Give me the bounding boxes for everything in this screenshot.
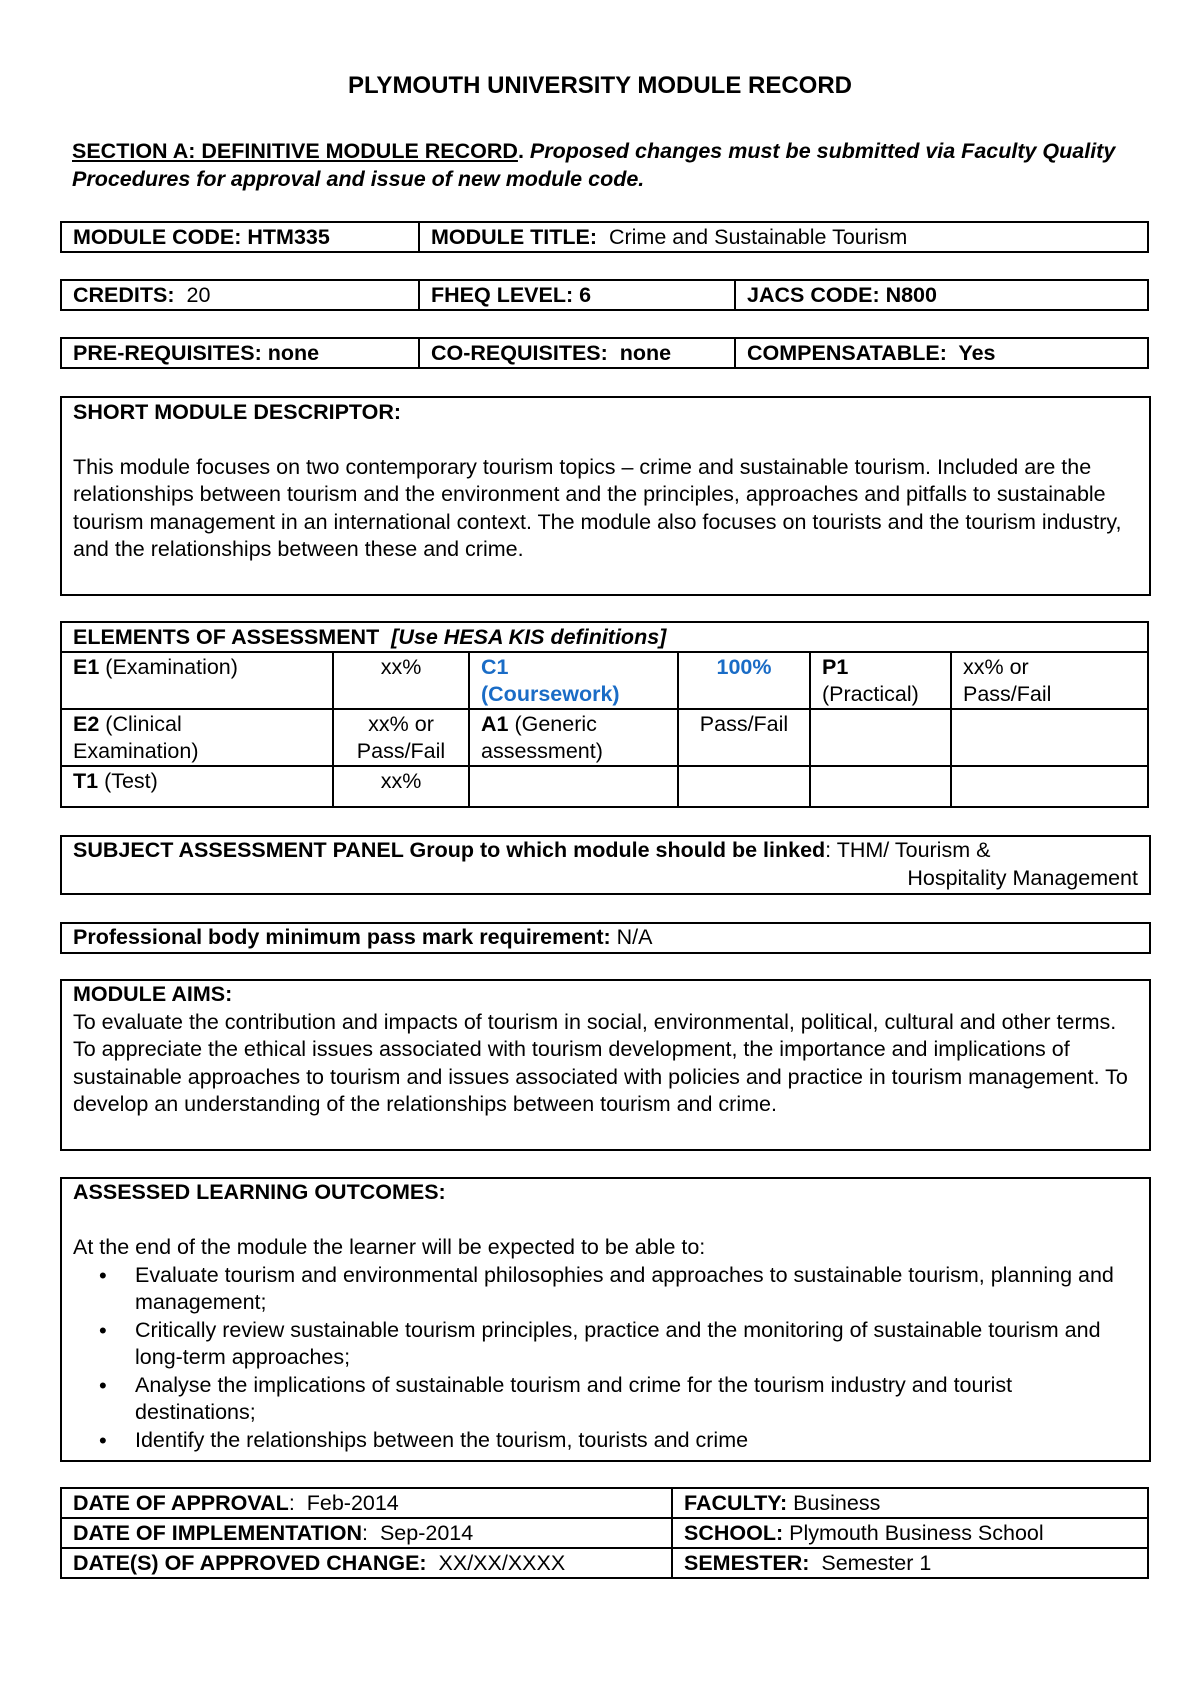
panel-value-line1: : THM/ Tourism &	[825, 838, 991, 862]
p1-desc: (Practical)	[822, 682, 919, 706]
a1-code: A1	[481, 712, 509, 736]
professional-value: N/A	[610, 925, 653, 949]
e1-desc: (Examination)	[99, 655, 238, 679]
section-a-heading	[72, 137, 1152, 193]
prerequisites: PRE-REQUISITES: none	[73, 341, 320, 365]
approval-date-cell	[61, 1488, 672, 1518]
change-label: DATE(S) OF APPROVED CHANGE:	[73, 1551, 427, 1575]
professional-body-box	[60, 922, 1151, 954]
c1-value: 100%	[716, 655, 772, 679]
short-descriptor-box	[60, 396, 1151, 596]
t1-value: xx%	[380, 769, 422, 793]
semester-value: Semester 1	[809, 1551, 932, 1575]
module-code-cell	[61, 222, 419, 252]
school-value: Plymouth Business School	[783, 1521, 1044, 1545]
t1-cell	[61, 766, 333, 807]
empty-cell	[951, 766, 1148, 807]
assessment-heading: ELEMENTS OF ASSESSMENT	[73, 625, 380, 649]
a1-value-cell	[678, 709, 810, 766]
a1-value: Pass/Fail	[699, 712, 789, 736]
prereq-cell	[61, 338, 419, 368]
outcomes-list	[73, 1262, 1138, 1455]
e1-value: xx%	[380, 655, 422, 679]
fheq-level: FHEQ LEVEL: 6	[431, 283, 592, 307]
e2-code: E2	[73, 712, 100, 736]
t1-code: T1	[73, 769, 99, 793]
approval-label: DATE OF APPROVAL	[73, 1491, 289, 1515]
semester-label: SEMESTER:	[684, 1551, 810, 1575]
descriptor-text: This module focuses on two contemporary tourism topics – crime and sustainable tourism. Included are the relationships between tourism and the environment and the principles, approaches and pitfalls to sustainable tourism management in an international context. The module also focuses on tourists and the tourism industry, and the relationships between these and crime.	[73, 454, 1122, 561]
module-title-label: MODULE TITLE:	[431, 225, 598, 249]
e2-desc-line2: Examination)	[73, 739, 199, 763]
approval-value: : Feb-2014	[288, 1491, 399, 1515]
c1-cell	[469, 652, 678, 709]
fheq-cell	[419, 280, 735, 310]
c1-code: C1	[481, 655, 509, 679]
empty-cell	[951, 709, 1148, 766]
faculty-value: Business	[787, 1491, 881, 1515]
aims-text: To evaluate the contribution and impacts of tourism in social, environmental, political, cultural and other terms. To appreciate the ethical issues associated with tourism development, the importance and implications of sustainable approaches to tourism and issues associated with policies and practice in tourism management. To develop an understanding of the relationships between tourism and crime.	[73, 1009, 1128, 1116]
t1-desc: (Test)	[98, 769, 158, 793]
c1-desc: (Coursework)	[481, 682, 620, 706]
e1-code: E1	[73, 655, 100, 679]
comp-cell	[735, 338, 1148, 368]
p1-value-line1: xx% or	[963, 655, 1029, 679]
p1-value-line2: Pass/Fail	[963, 682, 1052, 706]
panel-label: SUBJECT ASSESSMENT PANEL Group to which module should be linked	[73, 838, 826, 862]
section-a-period: .	[517, 139, 530, 163]
implementation-date-cell	[61, 1518, 672, 1548]
jacs-cell	[735, 280, 1148, 310]
assessment-panel-box	[60, 835, 1151, 895]
semester-cell	[672, 1548, 1148, 1578]
a1-desc-line1: (Generic	[508, 712, 597, 736]
p1-value-cell	[951, 652, 1148, 709]
section-a-note: Proposed changes must be submitted via Faculty Quality Procedures for approval and issue of new module code.	[72, 139, 1116, 191]
e2-desc-line1: (Clinical	[99, 712, 182, 736]
section-a-label: SECTION A: DEFINITIVE MODULE RECORD	[72, 139, 518, 163]
outcome-item: • Analyse the implications of sustainable tourism and crime for the tourism industry and tourist destinations;	[135, 1372, 1138, 1427]
descriptor-heading: SHORT MODULE DESCRIPTOR:	[73, 400, 402, 424]
e2-cell	[61, 709, 333, 766]
module-title-cell	[419, 222, 1148, 252]
assessment-heading-note: [Use HESA KIS definitions]	[391, 625, 667, 649]
corequisites: CO-REQUISITES: none	[431, 341, 672, 365]
outcome-item: • Critically review sustainable tourism principles, practice and the monitoring of sustainable tourism and long-term approaches;	[135, 1317, 1138, 1372]
aims-heading: MODULE AIMS:	[73, 982, 233, 1006]
approval-table	[60, 1487, 1149, 1579]
e1-value-cell	[333, 652, 469, 709]
change-value: XX/XX/XXXX	[426, 1551, 566, 1575]
outcomes-intro: At the end of the module the learner will be expected to be able to:	[73, 1235, 706, 1259]
empty-cell	[810, 766, 951, 807]
assessment-heading-cell	[61, 622, 1148, 652]
outcome-item: • Identify the relationships between the tourism, tourists and crime	[135, 1427, 1138, 1455]
p1-code: P1	[822, 655, 849, 679]
requisites-table	[60, 337, 1149, 369]
module-aims-box	[60, 979, 1151, 1151]
faculty-label: FACULTY:	[684, 1491, 788, 1515]
school-label: SCHOOL:	[684, 1521, 784, 1545]
empty-cell	[469, 766, 678, 807]
professional-label: Professional body minimum pass mark requirement:	[73, 925, 611, 949]
credits-table	[60, 279, 1149, 311]
coreq-cell	[419, 338, 735, 368]
t1-value-cell	[333, 766, 469, 807]
module-code: MODULE CODE: HTM335	[73, 225, 330, 249]
faculty-cell	[672, 1488, 1148, 1518]
e1-cell	[61, 652, 333, 709]
implementation-value: : Sep-2014	[362, 1521, 474, 1545]
assessment-table	[60, 621, 1149, 808]
module-code-title-table	[60, 221, 1149, 253]
p1-cell	[810, 652, 951, 709]
e2-value-cell	[333, 709, 469, 766]
outcomes-heading: ASSESSED LEARNING OUTCOMES:	[73, 1180, 446, 1204]
e2-value-line2: Pass/Fail	[356, 739, 446, 763]
credits-cell	[61, 280, 419, 310]
a1-cell	[469, 709, 678, 766]
school-cell	[672, 1518, 1148, 1548]
c1-value-cell	[678, 652, 810, 709]
implementation-label: DATE OF IMPLEMENTATION	[73, 1521, 363, 1545]
module-title-value: Crime and Sustainable Tourism	[608, 225, 908, 249]
credits-label: CREDITS:	[73, 283, 175, 307]
empty-cell	[810, 709, 951, 766]
empty-cell	[678, 766, 810, 807]
change-date-cell	[61, 1548, 672, 1578]
compensatable: COMPENSATABLE: Yes	[747, 341, 996, 365]
learning-outcomes-box	[60, 1177, 1151, 1462]
outcome-item: • Evaluate tourism and environmental philosophies and approaches to sustainable tourism, planning and management;	[135, 1262, 1138, 1317]
jacs-code: JACS CODE: N800	[747, 283, 937, 307]
credits-value: 20	[186, 283, 211, 307]
a1-desc-line2: assessment)	[481, 739, 603, 763]
page-title: PLYMOUTH UNIVERSITY MODULE RECORD	[347, 72, 853, 99]
panel-value-line2: Hospitality Management	[907, 865, 1138, 890]
e2-value-line1: xx% or	[368, 712, 434, 736]
